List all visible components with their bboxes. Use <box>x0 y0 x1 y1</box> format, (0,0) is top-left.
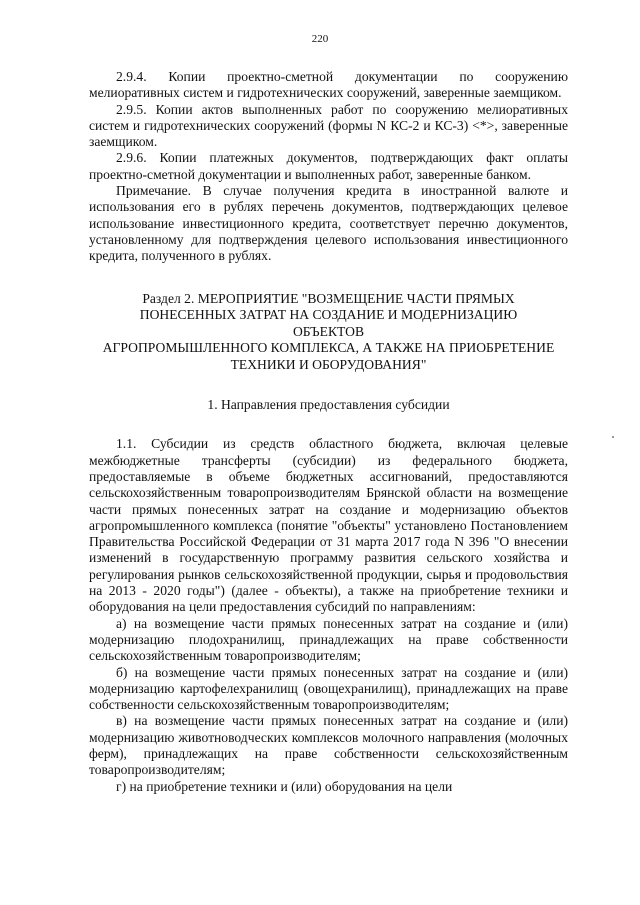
section-heading-line: ТЕХНИКИ И ОБОРУДОВАНИЯ" <box>230 356 427 372</box>
section-heading-line: ОБЪЕКТОВ <box>292 323 365 339</box>
paragraph-1-1: 1.1. Субсидии из средств областного бюджета, включая целевые межбюджетные трансферты (субсидии) из федерального бюджета, предоставляемые в объеме бюджетных ассигнований, предоставляются сельскохозяйственным товаропроизводителям Брянской области на возмещение части прямых понесенных затрат на создание и модернизацию объектов агропромышленного комплекса (понятие "объекты" установлено Постановлением Правительства Российской Федерации от 31 марта 2017 года N 396 "О внесении изменений в государственную программу развития сельского хозяйства и регулирования рынков сельскохозяйственной продукции, сырья и продовольствия на 2013 - 2020 годы") (далее - объекты), а также на приобретение техники и оборудования на цели предоставления субсидий по направлениям: <box>89 436 568 615</box>
section-heading <box>89 291 568 374</box>
subsection-heading: 1. Направления предоставления субсидии <box>207 397 450 413</box>
section-heading-line: АГРОПРОМЫШЛЕННОГО КОМПЛЕКСА, А ТАКЖЕ НА ПРИОБРЕТЕНИЕ <box>102 340 555 356</box>
list-item-a: а) на возмещение части прямых понесенных затрат на создание и (или) модернизацию плодохранилищ, принадлежащих на праве собственности сельскохозяйственным товаропроизводителям; <box>89 615 568 664</box>
page-number: 220 <box>311 33 329 45</box>
note-paragraph: Примечание. В случае получения кредита в иностранной валюте и использования его в рублях перечень документов, подтверждающих целевое использование инвестиционного кредита, соответствует перечню документов, установленному для подтверждения целевого использования инвестиционного кредита, полученного в рублях. <box>89 183 568 264</box>
section-heading-line: Раздел 2. МЕРОПРИЯТИЕ "ВОЗМЕЩЕНИЕ ЧАСТИ ПРЯМЫХ <box>142 290 515 306</box>
document-body <box>89 69 568 795</box>
paragraph-2-9-4: 2.9.4. Копии проектно-сметной документации по сооружению мелиоративных систем и гидротехнических сооружений, заверенные заемщиком. <box>89 69 568 101</box>
list-item-g: г) на приобретение техники и (или) оборудования на цели <box>116 778 453 794</box>
list-item-v: в) на возмещение части прямых понесенных затрат на создание и (или) модернизацию животноводческих комплексов молочного направления (молочных ферм), принадлежащих на праве собственности сельскохозяйственным товаропроизводителям; <box>89 713 568 778</box>
paragraph-2-9-5: 2.9.5. Копии актов выполненных работ по сооружению мелиоративных систем и гидротехнических сооружений (формы N КС-2 и КС-3) <*>, заверенные заемщиком. <box>89 101 568 150</box>
paragraph-2-9-6: 2.9.6. Копии платежных документов, подтверждающих факт оплаты проектно-сметной документации и выполненных работ, заверенные банком. <box>89 150 568 182</box>
scan-speck <box>612 436 614 438</box>
section-heading-line: ПОНЕСЕННЫХ ЗАТРАТ НА СОЗДАНИЕ И МОДЕРНИЗАЦИЮ <box>139 307 518 323</box>
list-item-b: б) на возмещение части прямых понесенных затрат на создание и (или) модернизацию картофелехранилищ (овощехранилищ), принадлежащих на праве собственности сельскохозяйственным товаропроизводителям; <box>89 664 568 713</box>
